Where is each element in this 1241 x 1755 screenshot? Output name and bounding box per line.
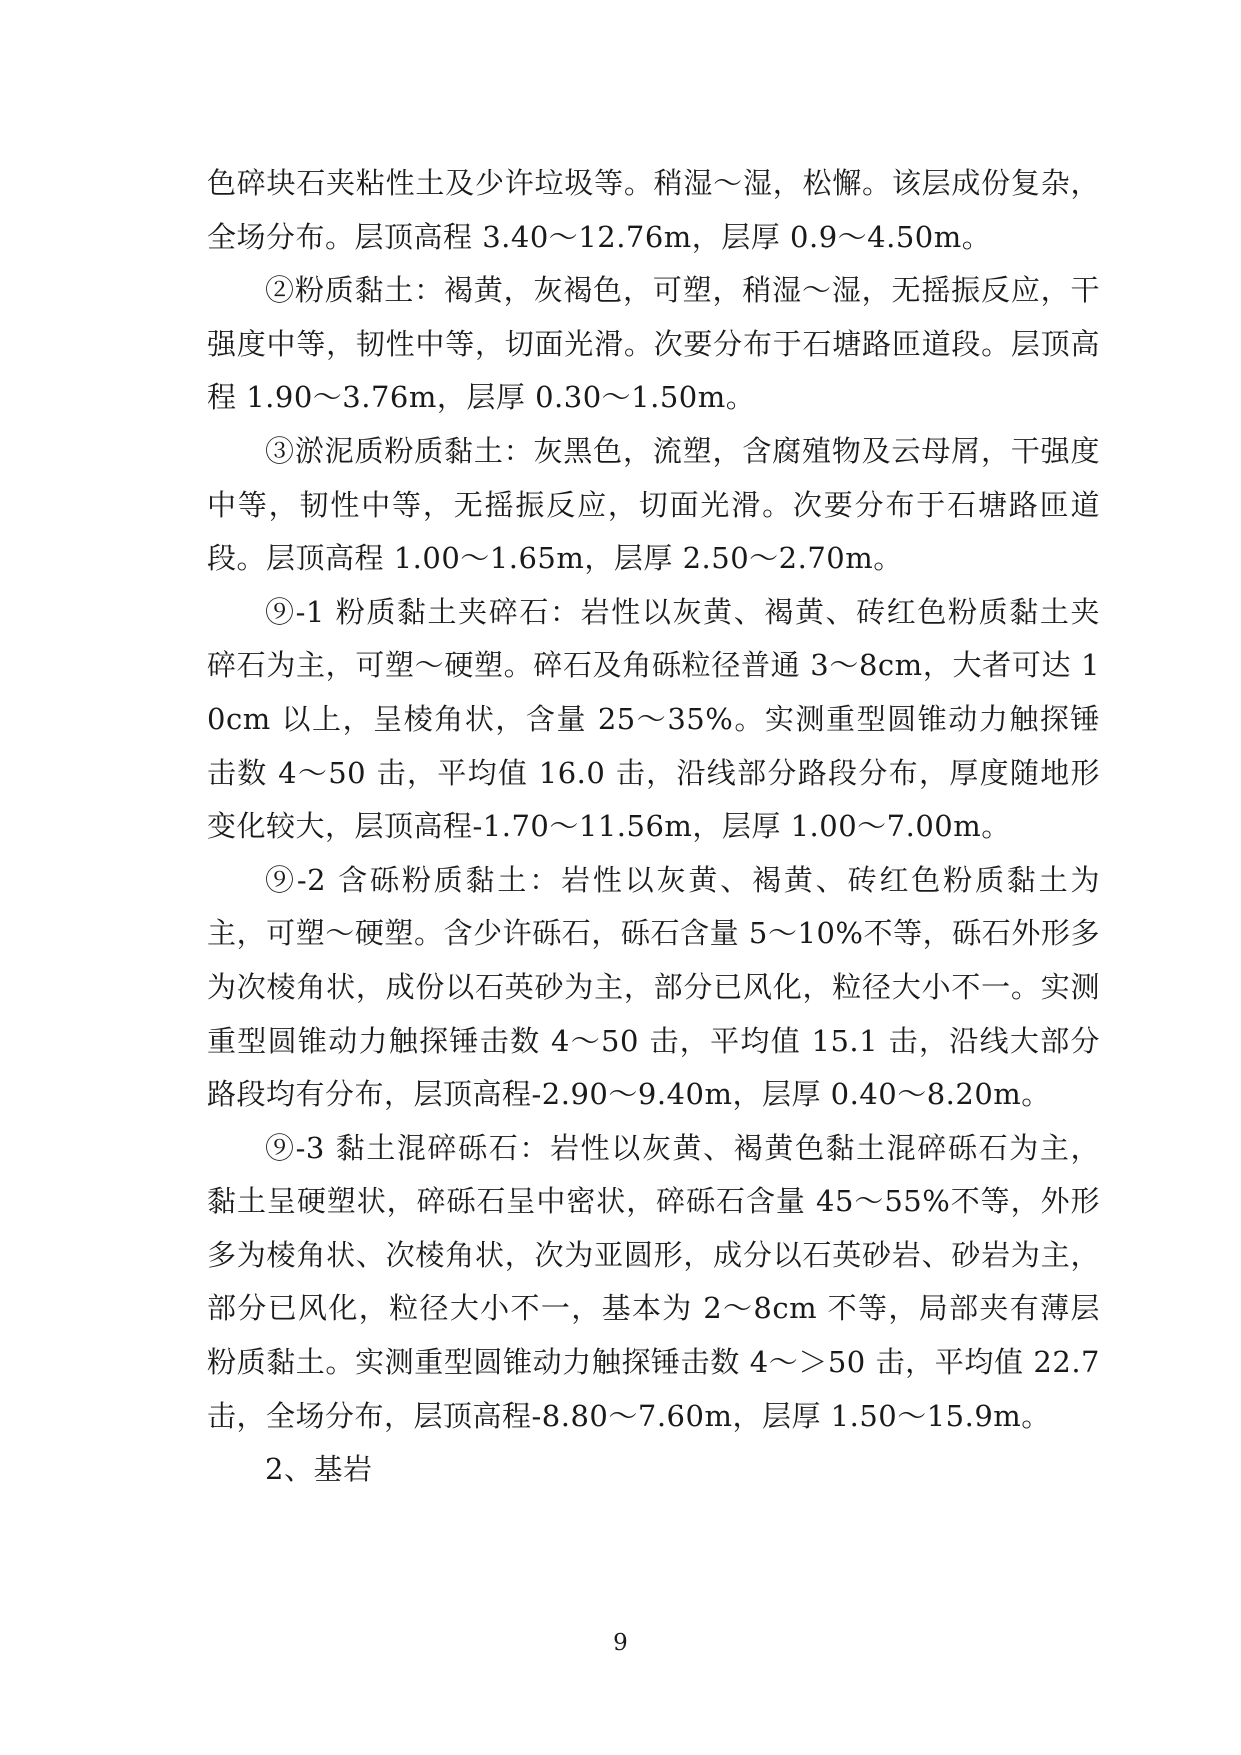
paragraph-clay-mixed-gravel: ⑨-3 黏土混碎砾石：岩性以灰黄、褐黄色黏土混碎砾石为主，黏土呈硬塑状，碎砾石呈中密状，碎砾石含量 45～55%不等，外形多为棱角状、次棱角状，次为亚圆形，成分以石英砂岩、砂岩为主，部分已风化，粒径大小不一，基本为 2～8cm 不等，局部夹有薄层粉质黏土。实测重型圆锥动力触探锤击数 4～＞50 击，平均值 22.7 击，全场分布，层顶高程-8.80～7.60m，层厚 1.50～15.9m。 xyxy=(207,1130,1100,1433)
paragraph-muddy-silty-clay: ③淤泥质粉质黏土：灰黑色，流塑，含腐殖物及云母屑，干强度中等，韧性中等，无摇振反应，切面光滑。次要分布于石塘路匝道段。层顶高程 1.00～1.65m，层厚 2.50～2.70m。 xyxy=(207,433,1100,576)
paragraph-silty-clay-with-gravel: ⑨-1 粉质黏土夹碎石：岩性以灰黄、褐黄、砖红色粉质黏土夹碎石为主，可塑～硬塑。碎石及角砾粒径普通 3～8cm，大者可达 10cm 以上，呈棱角状，含量 25～35%。实测重型圆锥动力触探锤击数 4～50 击，平均值 16.0 击，沿线部分路段分布，厚度随地形变化较大，层顶高程-1.70～11.56m，层厚 1.00～7.00m。 xyxy=(207,594,1100,844)
page-number: 9 xyxy=(613,1630,628,1656)
paragraph-fill-layer-continued: 色碎块石夹粘性土及少许垃圾等。稍湿～湿，松懈。该层成份复杂，全场分布。层顶高程 3.40～12.76m，层厚 0.9～4.50m。 xyxy=(207,166,1100,254)
paragraph-silty-clay: ②粉质黏土：褐黄，灰褐色，可塑，稍湿～湿，无摇振反应，干强度中等，韧性中等，切面光滑。次要分布于石塘路匝道段。层顶高程 1.90～3.76m，层厚 0.30～1.50m。 xyxy=(207,273,1100,415)
section-heading-bedrock: 2、基岩 xyxy=(265,1452,373,1487)
document-body xyxy=(207,157,1100,1497)
paragraph-gravelly-silty-clay: ⑨-2 含砾粉质黏土：岩性以灰黄、褐黄、砖红色粉质黏土为主，可塑～硬塑。含少许砾石，砾石含量 5～10%不等，砾石外形多为次棱角状，成份以石英砂为主，部分已风化，粒径大小不一。实测重型圆锥动力触探锤击数 4～50 击，平均值 15.1 击，沿线大部分路段均有分布，层顶高程-2.90～9.40m，层厚 0.40～8.20m。 xyxy=(207,862,1100,1112)
